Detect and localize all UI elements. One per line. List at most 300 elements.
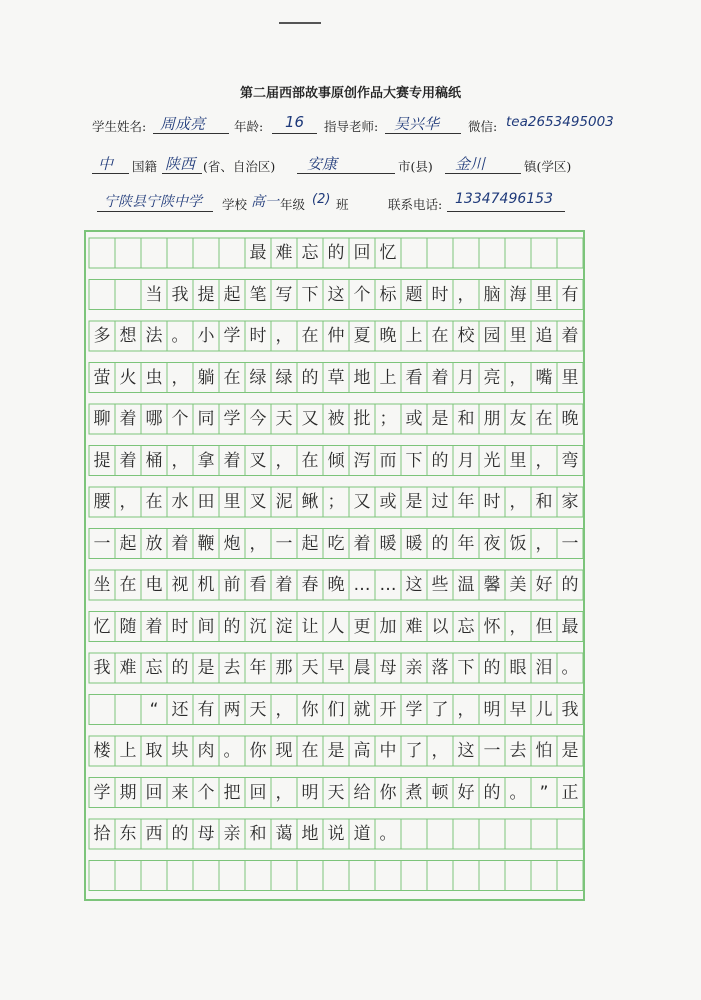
essay-char: 让: [301, 616, 319, 637]
teacher-underline: [385, 133, 461, 134]
essay-char: 火: [119, 367, 137, 388]
essay-char: 但: [535, 616, 553, 637]
essay-char: 天: [249, 699, 267, 720]
essay-char: 学: [93, 782, 111, 803]
essay-char: 期: [119, 782, 137, 803]
essay-char: 。: [561, 658, 579, 678]
essay-char: 水: [171, 492, 189, 512]
essay-char: 忘: [457, 616, 475, 637]
essay-char: 而: [379, 450, 397, 471]
essay-char: 夜: [483, 533, 501, 554]
essay-char: ，: [275, 699, 293, 720]
essay-char: 有: [197, 699, 215, 720]
essay-char: 。: [379, 824, 397, 844]
essay-char: 。: [171, 326, 189, 346]
essay-char: 一: [93, 533, 111, 554]
student-name-underline: [153, 133, 229, 134]
essay-char: 好: [535, 575, 553, 595]
essay-char: “: [149, 699, 159, 720]
essay-char: 西: [145, 824, 163, 844]
essay-char: 天: [327, 782, 345, 803]
essay-char: 海: [509, 284, 527, 305]
essay-char: 园: [483, 326, 501, 346]
essay-char: 母: [379, 658, 397, 678]
essay-char: 的: [483, 658, 501, 678]
essay-char: 萤: [93, 367, 111, 388]
essay-char: 忘: [301, 243, 319, 263]
essay-char: ，: [509, 492, 527, 512]
essay-char: 和: [535, 492, 553, 512]
essay-char: ”: [539, 782, 549, 803]
essay-char: 电: [145, 575, 163, 595]
essay-char: 有: [561, 284, 579, 305]
essay-char: 个: [197, 782, 215, 803]
essay-char: 是: [405, 492, 423, 512]
essay-char: 早: [327, 658, 345, 678]
essay-char: 的: [171, 824, 189, 844]
essay-char: 或: [405, 409, 423, 429]
nationality-underline: [92, 173, 129, 174]
essay-char: 来: [171, 782, 189, 803]
essay-char: 仲: [327, 326, 345, 346]
essay-char: 躺: [197, 367, 215, 388]
essay-char: 校: [457, 326, 475, 346]
essay-char: 落: [431, 658, 449, 678]
essay-char: 年: [457, 533, 475, 554]
essay-char: 一: [483, 741, 501, 761]
essay-char: 以: [431, 616, 449, 637]
wechat-label: 微信:: [468, 119, 498, 134]
student-name-value: 周成亮: [160, 115, 206, 133]
essay-char: 放: [145, 533, 163, 554]
essay-char: 取: [145, 741, 163, 761]
essay-char: 聊: [93, 409, 111, 429]
essay-char: 月: [457, 367, 475, 388]
essay-char: 你: [379, 782, 397, 803]
city-label: 市(县): [398, 159, 433, 174]
essay-char: 吃: [327, 533, 345, 554]
essay-char: 忆: [93, 616, 111, 637]
essay-char: 就: [353, 699, 371, 720]
essay-char: 晨: [353, 658, 371, 678]
essay-char: 或: [379, 492, 397, 512]
essay-char: 法: [145, 326, 163, 346]
essay-char: 起: [301, 533, 319, 554]
essay-char: 地: [301, 824, 319, 844]
essay-char: 学: [405, 699, 423, 720]
age-underline: [272, 133, 317, 134]
essay-char: 虫: [145, 367, 163, 388]
essay-char: 这: [327, 284, 345, 305]
essay-char: 叉: [249, 450, 267, 471]
essay-char: 时: [249, 326, 267, 346]
essay-char: 起: [223, 284, 241, 305]
essay-char: 里: [561, 367, 579, 388]
essay-char: 看: [405, 367, 423, 388]
essay-char: 的: [431, 533, 449, 554]
essay-char: ；: [327, 492, 345, 512]
essay-char: 道: [353, 824, 371, 844]
essay-char: …: [353, 575, 371, 595]
essay-char: 沉: [249, 616, 267, 637]
essay-char: 鞭: [197, 533, 215, 554]
teacher-value: 吴兴华: [394, 115, 440, 133]
manuscript-grid: [84, 230, 585, 901]
essay-char: 在: [223, 367, 241, 388]
essay-char: 着: [353, 533, 371, 554]
essay-char: ，: [535, 450, 553, 471]
essay-char: 着: [275, 575, 293, 595]
essay-char: 绿: [249, 367, 267, 388]
essay-char: 炮: [223, 533, 241, 554]
essay-char: 在: [301, 450, 319, 471]
essay-char: 美: [509, 575, 527, 595]
grade-label: 年级: [280, 197, 306, 212]
essay-char: 暖: [379, 533, 397, 554]
class-label: 班: [336, 197, 349, 212]
essay-char: 时: [483, 492, 501, 512]
essay-char: 馨: [483, 575, 501, 595]
essay-char: 的: [223, 616, 241, 637]
essay-char: 在: [301, 741, 319, 761]
essay-char: ，: [275, 782, 293, 803]
student-name-label: 学生姓名:: [92, 119, 147, 134]
essay-char: 提: [197, 284, 215, 305]
nationality-value: 中: [98, 155, 114, 173]
essay-char: 和: [457, 409, 475, 429]
essay-char: 草: [327, 367, 345, 388]
essay-char: 些: [431, 575, 449, 595]
essay-char: 朋: [483, 409, 501, 429]
essay-char: 过: [431, 492, 449, 512]
city-value: 安康: [307, 155, 338, 173]
essay-char: 明: [301, 782, 319, 803]
school-underline: [97, 211, 213, 212]
essay-char: 起: [119, 533, 137, 554]
essay-char: 笔: [249, 284, 267, 305]
province-underline: [162, 173, 202, 174]
essay-char: 鳅: [301, 492, 319, 512]
essay-char: 这: [405, 575, 423, 595]
essay-char: 一: [275, 533, 293, 554]
essay-char: 又: [353, 492, 371, 512]
grid-row-box: [89, 861, 583, 891]
essay-char: 温: [457, 575, 475, 595]
essay-char: 下: [405, 450, 423, 471]
essay-char: 怀: [483, 616, 501, 637]
essay-char: 肉: [197, 741, 215, 761]
phone-underline: [447, 211, 565, 212]
essay-char: 着: [431, 367, 449, 388]
essay-char: 个: [353, 284, 371, 305]
essay-char: 在: [119, 575, 137, 595]
essay-char: 亲: [223, 824, 241, 844]
essay-char: 批: [353, 409, 371, 429]
essay-char: 还: [171, 699, 189, 720]
essay-char: 脑: [483, 284, 501, 305]
essay-char: 春: [301, 575, 319, 595]
essay-char: 着: [119, 409, 137, 429]
essay-char: 友: [509, 409, 527, 429]
essay-char: 视: [171, 575, 189, 595]
essay-char: 正: [561, 782, 579, 803]
city-underline: [297, 173, 395, 174]
essay-char: 明: [483, 699, 501, 720]
essay-char: …: [379, 575, 397, 595]
essay-char: 间: [197, 616, 215, 637]
info-line-2: [0, 153, 701, 177]
essay-char: 下: [301, 284, 319, 305]
essay-char: 题: [405, 284, 423, 305]
essay-char: 亲: [405, 658, 423, 678]
essay-char: 今: [249, 409, 267, 429]
essay-char: 光: [483, 450, 501, 471]
essay-char: ，: [119, 492, 137, 512]
essay-char: 写: [275, 284, 293, 305]
essay-char: 里: [535, 284, 553, 305]
essay-char: 最: [249, 243, 267, 263]
essay-char: 煮: [405, 782, 423, 803]
essay-char: 们: [327, 699, 345, 720]
essay-char: 顿: [431, 782, 449, 803]
essay-char: 又: [301, 409, 319, 429]
essay-char: ，: [275, 450, 293, 471]
essay-char: 是: [197, 658, 215, 678]
wechat-value: tea2653495003: [506, 114, 614, 130]
essay-char: 是: [431, 409, 449, 429]
essay-char: 个: [171, 409, 189, 429]
essay-char: 淀: [275, 616, 293, 637]
essay-char: 回: [353, 243, 371, 263]
essay-char: 着: [561, 326, 579, 346]
phone-value: 13347496153: [455, 191, 553, 207]
essay-char: 忘: [145, 658, 163, 678]
school-label: 学校: [222, 197, 248, 212]
essay-char: 是: [561, 741, 579, 761]
essay-char: 忆: [379, 243, 397, 263]
essay-char: 了: [405, 741, 423, 761]
essay-char: 给: [353, 782, 371, 803]
essay-char: 提: [93, 450, 111, 471]
town-label: 镇(学区): [524, 159, 572, 174]
essay-char: 地: [353, 367, 371, 388]
essay-char: 天: [275, 409, 293, 429]
province-value: 陕西: [165, 155, 196, 173]
essay-char: 着: [171, 533, 189, 554]
grade-value: 高一: [251, 194, 279, 210]
essay-char: 眼: [509, 658, 527, 678]
essay-char: 块: [171, 741, 189, 761]
sheet-title: 第二届西部故事原创作品大赛专用稿纸: [239, 86, 461, 101]
essay-char: 在: [145, 492, 163, 512]
essay-char: 家: [561, 492, 579, 512]
town-underline: [445, 173, 521, 174]
essay-char: ，: [457, 699, 475, 720]
essay-char: 看: [249, 575, 267, 595]
essay-char: 加: [379, 616, 397, 637]
essay-char: 去: [509, 741, 527, 761]
essay-char: ，: [509, 616, 527, 637]
phone-label: 联系电话:: [388, 197, 443, 212]
essay-char: 的: [171, 658, 189, 678]
essay-char: 中: [379, 741, 397, 761]
essay-char: 暖: [405, 533, 423, 554]
essay-char: 人: [327, 616, 345, 637]
essay-char: 的: [561, 575, 579, 595]
essay-char: ，: [431, 741, 449, 761]
essay-char: 回: [249, 782, 267, 803]
essay-char: 楼: [93, 741, 111, 761]
essay-char: 回: [145, 782, 163, 803]
essay-char: 上: [379, 367, 397, 388]
essay-char: 里: [509, 326, 527, 346]
essay-char: 泻: [353, 450, 371, 471]
essay-char: 多: [93, 326, 111, 346]
essay-char: 机: [197, 575, 215, 595]
essay-char: 当: [145, 284, 163, 305]
essay-char: 晚: [561, 409, 579, 429]
essay-char: 。: [223, 741, 241, 761]
essay-char: 儿: [535, 699, 553, 720]
essay-char: 时: [171, 616, 189, 637]
essay-char: 这: [457, 741, 475, 761]
top-mark: [279, 22, 321, 24]
essay-char: 小: [197, 326, 215, 346]
essay-char: 你: [249, 741, 267, 761]
essay-char: 我: [93, 658, 111, 678]
teacher-label: 指导老师:: [324, 119, 379, 134]
essay-char: 的: [327, 243, 345, 263]
essay-char: 那: [275, 658, 293, 678]
essay-char: 年: [249, 658, 267, 678]
essay-char: 着: [119, 450, 137, 471]
essay-char: 时: [431, 284, 449, 305]
essay-char: 饭: [509, 533, 527, 554]
essay-char: ，: [171, 450, 189, 471]
essay-char: 上: [119, 741, 137, 761]
essay-char: 最: [561, 616, 579, 637]
nationality-label: 国籍: [132, 159, 158, 174]
essay-char: 把: [223, 782, 241, 803]
essay-char: 晚: [379, 326, 397, 346]
essay-char: 说: [327, 824, 345, 844]
info-line-1: [0, 113, 701, 137]
essay-char: 泥: [275, 492, 293, 512]
essay-char: ，: [275, 326, 293, 346]
essay-char: 母: [197, 824, 215, 844]
essay-char: 绿: [275, 367, 293, 388]
essay-char: 天: [301, 658, 319, 678]
essay-char: 我: [561, 699, 579, 720]
essay-char: ；: [379, 409, 397, 429]
class-value: (2): [312, 192, 331, 207]
school-value: 宁陕县宁陕中学: [104, 194, 202, 210]
essay-char: 夏: [353, 326, 371, 346]
essay-char: 坐: [93, 575, 111, 595]
essay-char: 和: [249, 824, 267, 844]
essay-char: 叉: [249, 492, 267, 512]
essay-char: 去: [223, 658, 241, 678]
essay-char: 难: [405, 616, 423, 637]
info-line-3: [0, 191, 701, 215]
essay-char: 年: [457, 492, 475, 512]
essay-char: 在: [535, 409, 553, 429]
essay-char: 。: [509, 782, 527, 803]
essay-char: 倾: [327, 450, 345, 471]
essay-char: 亮: [483, 367, 501, 388]
essay-char: 你: [301, 699, 319, 720]
essay-char: 田: [197, 492, 215, 512]
essay-char: 上: [405, 326, 423, 346]
essay-char: 了: [431, 699, 449, 720]
essay-char: 桶: [145, 450, 163, 471]
essay-char: 是: [327, 741, 345, 761]
essay-char: 两: [223, 699, 241, 720]
essay-char: 的: [483, 782, 501, 803]
essay-char: 拾: [93, 824, 111, 844]
essay-char: ，: [535, 533, 553, 554]
essay-char: 着: [223, 450, 241, 471]
essay-char: 被: [327, 409, 345, 429]
essay-char: 怕: [535, 741, 553, 761]
essay-char: 在: [431, 326, 449, 346]
essay-char: 拿: [197, 450, 215, 471]
essay-char: 想: [119, 326, 137, 346]
essay-char: 的: [301, 367, 319, 388]
essay-char: 标: [379, 284, 397, 305]
essay-char: 里: [509, 450, 527, 471]
essay-char: 月: [457, 450, 475, 471]
essay-char: 随: [119, 616, 137, 637]
essay-char: 东: [119, 824, 137, 844]
essay-char: 下: [457, 658, 475, 678]
essay-char: 更: [353, 616, 371, 637]
essay-char: 一: [561, 533, 579, 554]
essay-char: 蔼: [275, 824, 293, 844]
essay-char: 的: [431, 450, 449, 471]
essay-char: 难: [119, 658, 137, 678]
essay-char: 哪: [145, 409, 163, 429]
essay-char: ，: [457, 284, 475, 305]
essay-char: 早: [509, 699, 527, 720]
essay-char: 我: [171, 284, 189, 305]
essay-char: ，: [249, 533, 267, 554]
essay-char: 泪: [535, 658, 553, 678]
town-value: 金川: [455, 155, 486, 173]
essay-char: 晚: [327, 575, 345, 595]
essay-char: 前: [223, 575, 241, 595]
essay-char: 里: [223, 492, 241, 512]
essay-char: 着: [145, 616, 163, 637]
essay-char: 腰: [93, 492, 111, 512]
age-label: 年龄:: [234, 119, 264, 134]
essay-char: 学: [223, 326, 241, 346]
essay-char: 高: [353, 741, 371, 761]
essay-char: 学: [223, 409, 241, 429]
essay-char: 开: [379, 699, 397, 720]
age-value: 16: [285, 113, 305, 131]
essay-char: ，: [509, 367, 527, 388]
essay-char: 嘴: [535, 367, 553, 388]
essay-char: 好: [457, 782, 475, 803]
essay-char: 弯: [561, 450, 579, 471]
essay-char: ，: [171, 367, 189, 388]
essay-char: 在: [301, 326, 319, 346]
province-label: (省、自治区): [203, 159, 276, 174]
essay-char: 现: [275, 741, 293, 761]
essay-char: 追: [535, 326, 553, 346]
essay-char: 难: [275, 243, 293, 263]
